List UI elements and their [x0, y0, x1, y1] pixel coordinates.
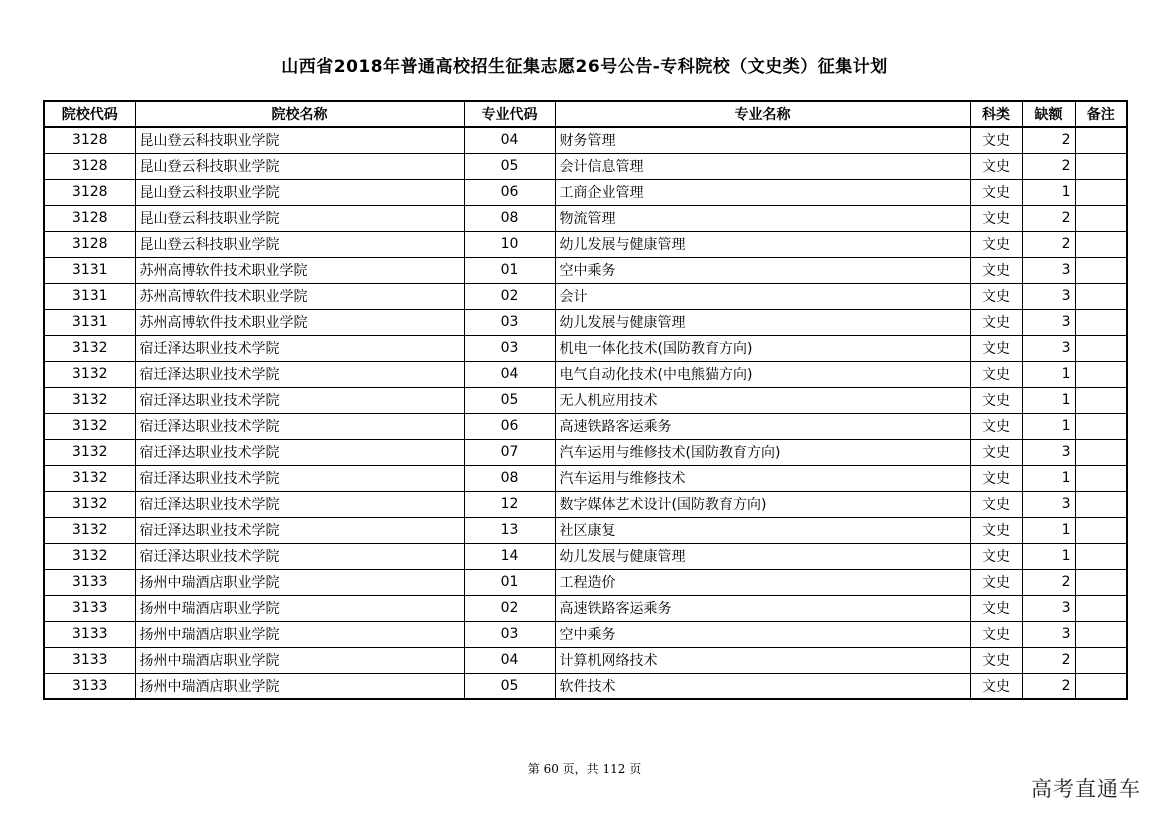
major-code-cell: 05: [464, 673, 555, 699]
school-code-cell: 3133: [44, 673, 135, 699]
school-name-cell: 苏州高博软件技术职业学院: [135, 257, 464, 283]
major-name-cell: 电气自动化技术(中电熊猫方向): [555, 361, 970, 387]
category-cell: 文史: [970, 257, 1022, 283]
school-code-cell: 3132: [44, 517, 135, 543]
remark-cell: [1075, 127, 1127, 153]
major-name-cell: 汽车运用与维修技术: [555, 465, 970, 491]
vacancy-cell: 2: [1022, 231, 1075, 257]
major-code-cell: 03: [464, 335, 555, 361]
remark-cell: [1075, 569, 1127, 595]
school-code-cell: 3128: [44, 153, 135, 179]
category-cell: 文史: [970, 517, 1022, 543]
major-name-cell: 财务管理: [555, 127, 970, 153]
vacancy-cell: 2: [1022, 205, 1075, 231]
school-code-cell: 3128: [44, 205, 135, 231]
vacancy-cell: 3: [1022, 309, 1075, 335]
major-name-cell: 高速铁路客运乘务: [555, 413, 970, 439]
remark-cell: [1075, 465, 1127, 491]
school-name-cell: 昆山登云科技职业学院: [135, 231, 464, 257]
school-code-cell: 3131: [44, 283, 135, 309]
major-code-cell: 03: [464, 621, 555, 647]
major-name-cell: 数字媒体艺术设计(国防教育方向): [555, 491, 970, 517]
school-name-cell: 扬州中瑞酒店职业学院: [135, 569, 464, 595]
vacancy-cell: 3: [1022, 335, 1075, 361]
school-name-cell: 宿迁泽达职业技术学院: [135, 439, 464, 465]
vacancy-cell: 3: [1022, 283, 1075, 309]
header-category: 科类: [970, 101, 1022, 127]
vacancy-cell: 3: [1022, 621, 1075, 647]
major-code-cell: 05: [464, 387, 555, 413]
table-header-row: [44, 101, 1127, 127]
school-name-cell: 昆山登云科技职业学院: [135, 179, 464, 205]
vacancy-cell: 1: [1022, 387, 1075, 413]
school-name-cell: 宿迁泽达职业技术学院: [135, 387, 464, 413]
major-code-cell: 05: [464, 153, 555, 179]
category-cell: 文史: [970, 179, 1022, 205]
major-code-cell: 13: [464, 517, 555, 543]
major-name-cell: 软件技术: [555, 673, 970, 699]
page-footer: 第 60 页，共 112 页: [527, 762, 642, 776]
table-row: [44, 439, 1127, 465]
major-name-cell: 幼儿发展与健康管理: [555, 309, 970, 335]
category-cell: 文史: [970, 621, 1022, 647]
category-cell: 文史: [970, 335, 1022, 361]
category-cell: 文史: [970, 283, 1022, 309]
major-code-cell: 06: [464, 413, 555, 439]
major-code-cell: 01: [464, 257, 555, 283]
table-row: [44, 309, 1127, 335]
vacancy-cell: 1: [1022, 465, 1075, 491]
school-code-cell: 3132: [44, 413, 135, 439]
category-cell: 文史: [970, 595, 1022, 621]
major-code-cell: 03: [464, 309, 555, 335]
remark-cell: [1075, 517, 1127, 543]
vacancy-cell: 3: [1022, 491, 1075, 517]
category-cell: 文史: [970, 439, 1022, 465]
school-name-cell: 宿迁泽达职业技术学院: [135, 335, 464, 361]
school-name-cell: 扬州中瑞酒店职业学院: [135, 595, 464, 621]
category-cell: 文史: [970, 309, 1022, 335]
school-name-cell: 宿迁泽达职业技术学院: [135, 543, 464, 569]
major-name-cell: 社区康复: [555, 517, 970, 543]
major-name-cell: 无人机应用技术: [555, 387, 970, 413]
major-code-cell: 04: [464, 647, 555, 673]
category-cell: 文史: [970, 647, 1022, 673]
vacancy-cell: 3: [1022, 595, 1075, 621]
vacancy-cell: 3: [1022, 257, 1075, 283]
school-code-cell: 3132: [44, 543, 135, 569]
vacancy-cell: 1: [1022, 413, 1075, 439]
major-code-cell: 08: [464, 465, 555, 491]
school-code-cell: 3132: [44, 439, 135, 465]
category-cell: 文史: [970, 543, 1022, 569]
major-name-cell: 高速铁路客运乘务: [555, 595, 970, 621]
school-code-cell: 3128: [44, 127, 135, 153]
category-cell: 文史: [970, 569, 1022, 595]
vacancy-cell: 3: [1022, 439, 1075, 465]
remark-cell: [1075, 543, 1127, 569]
table-row: [44, 491, 1127, 517]
page-title: 山西省2018年普通高校招生征集志愿26号公告-专科院校（文史类）征集计划: [281, 57, 888, 77]
table-row: [44, 335, 1127, 361]
table-row: [44, 361, 1127, 387]
remark-cell: [1075, 361, 1127, 387]
major-name-cell: 工程造价: [555, 569, 970, 595]
school-name-cell: 昆山登云科技职业学院: [135, 127, 464, 153]
major-name-cell: 物流管理: [555, 205, 970, 231]
category-cell: 文史: [970, 231, 1022, 257]
major-name-cell: 空中乘务: [555, 257, 970, 283]
table-row: [44, 543, 1127, 569]
category-cell: 文史: [970, 413, 1022, 439]
major-code-cell: 06: [464, 179, 555, 205]
major-name-cell: 空中乘务: [555, 621, 970, 647]
major-name-cell: 幼儿发展与健康管理: [555, 543, 970, 569]
category-cell: 文史: [970, 205, 1022, 231]
school-name-cell: 扬州中瑞酒店职业学院: [135, 673, 464, 699]
table-row: [44, 231, 1127, 257]
school-code-cell: 3133: [44, 595, 135, 621]
vacancy-cell: 2: [1022, 127, 1075, 153]
table-row: [44, 465, 1127, 491]
watermark-logo: 高考直通车: [1031, 777, 1141, 801]
school-name-cell: 扬州中瑞酒店职业学院: [135, 647, 464, 673]
major-name-cell: 工商企业管理: [555, 179, 970, 205]
school-code-cell: 3128: [44, 231, 135, 257]
table-row: [44, 647, 1127, 673]
table-row: [44, 153, 1127, 179]
major-code-cell: 02: [464, 595, 555, 621]
remark-cell: [1075, 283, 1127, 309]
table-row: [44, 387, 1127, 413]
table-row: [44, 673, 1127, 699]
category-cell: 文史: [970, 127, 1022, 153]
vacancy-cell: 1: [1022, 517, 1075, 543]
school-code-cell: 3131: [44, 257, 135, 283]
table-row: [44, 179, 1127, 205]
remark-cell: [1075, 439, 1127, 465]
header-major-code: 专业代码: [464, 101, 555, 127]
school-code-cell: 3132: [44, 465, 135, 491]
vacancy-cell: 2: [1022, 647, 1075, 673]
major-code-cell: 02: [464, 283, 555, 309]
category-cell: 文史: [970, 465, 1022, 491]
plan-table: [43, 100, 1128, 700]
major-name-cell: 会计信息管理: [555, 153, 970, 179]
remark-cell: [1075, 309, 1127, 335]
school-name-cell: 扬州中瑞酒店职业学院: [135, 621, 464, 647]
school-code-cell: 3128: [44, 179, 135, 205]
category-cell: 文史: [970, 361, 1022, 387]
school-code-cell: 3132: [44, 361, 135, 387]
header-school-code: 院校代码: [44, 101, 135, 127]
school-name-cell: 宿迁泽达职业技术学院: [135, 491, 464, 517]
table-row: [44, 569, 1127, 595]
remark-cell: [1075, 205, 1127, 231]
school-code-cell: 3132: [44, 491, 135, 517]
vacancy-cell: 2: [1022, 673, 1075, 699]
category-cell: 文史: [970, 491, 1022, 517]
remark-cell: [1075, 621, 1127, 647]
school-name-cell: 宿迁泽达职业技术学院: [135, 465, 464, 491]
remark-cell: [1075, 647, 1127, 673]
category-cell: 文史: [970, 387, 1022, 413]
major-code-cell: 04: [464, 361, 555, 387]
table-row: [44, 205, 1127, 231]
school-code-cell: 3132: [44, 387, 135, 413]
major-code-cell: 07: [464, 439, 555, 465]
major-code-cell: 04: [464, 127, 555, 153]
table-row: [44, 413, 1127, 439]
school-name-cell: 昆山登云科技职业学院: [135, 153, 464, 179]
major-code-cell: 08: [464, 205, 555, 231]
remark-cell: [1075, 257, 1127, 283]
school-name-cell: 苏州高博软件技术职业学院: [135, 283, 464, 309]
school-code-cell: 3133: [44, 647, 135, 673]
vacancy-cell: 1: [1022, 361, 1075, 387]
remark-cell: [1075, 491, 1127, 517]
school-name-cell: 昆山登云科技职业学院: [135, 205, 464, 231]
remark-cell: [1075, 595, 1127, 621]
category-cell: 文史: [970, 153, 1022, 179]
major-code-cell: 01: [464, 569, 555, 595]
remark-cell: [1075, 413, 1127, 439]
table-row: [44, 517, 1127, 543]
school-name-cell: 苏州高博软件技术职业学院: [135, 309, 464, 335]
major-name-cell: 计算机网络技术: [555, 647, 970, 673]
school-name-cell: 宿迁泽达职业技术学院: [135, 517, 464, 543]
major-code-cell: 12: [464, 491, 555, 517]
category-cell: 文史: [970, 673, 1022, 699]
major-name-cell: 会计: [555, 283, 970, 309]
header-major-name: 专业名称: [555, 101, 970, 127]
header-remark: 备注: [1075, 101, 1127, 127]
major-name-cell: 幼儿发展与健康管理: [555, 231, 970, 257]
remark-cell: [1075, 231, 1127, 257]
vacancy-cell: 2: [1022, 569, 1075, 595]
school-code-cell: 3132: [44, 335, 135, 361]
remark-cell: [1075, 179, 1127, 205]
vacancy-cell: 2: [1022, 153, 1075, 179]
table-row: [44, 283, 1127, 309]
school-name-cell: 宿迁泽达职业技术学院: [135, 413, 464, 439]
vacancy-cell: 1: [1022, 543, 1075, 569]
remark-cell: [1075, 335, 1127, 361]
major-name-cell: 汽车运用与维修技术(国防教育方向): [555, 439, 970, 465]
header-vacancy: 缺额: [1022, 101, 1075, 127]
table-row: [44, 595, 1127, 621]
table-row: [44, 257, 1127, 283]
remark-cell: [1075, 673, 1127, 699]
school-code-cell: 3131: [44, 309, 135, 335]
major-code-cell: 14: [464, 543, 555, 569]
school-code-cell: 3133: [44, 569, 135, 595]
school-name-cell: 宿迁泽达职业技术学院: [135, 361, 464, 387]
remark-cell: [1075, 153, 1127, 179]
vacancy-cell: 1: [1022, 179, 1075, 205]
table-row: [44, 127, 1127, 153]
table-row: [44, 621, 1127, 647]
major-name-cell: 机电一体化技术(国防教育方向): [555, 335, 970, 361]
school-code-cell: 3133: [44, 621, 135, 647]
header-school-name: 院校名称: [135, 101, 464, 127]
major-code-cell: 10: [464, 231, 555, 257]
remark-cell: [1075, 387, 1127, 413]
